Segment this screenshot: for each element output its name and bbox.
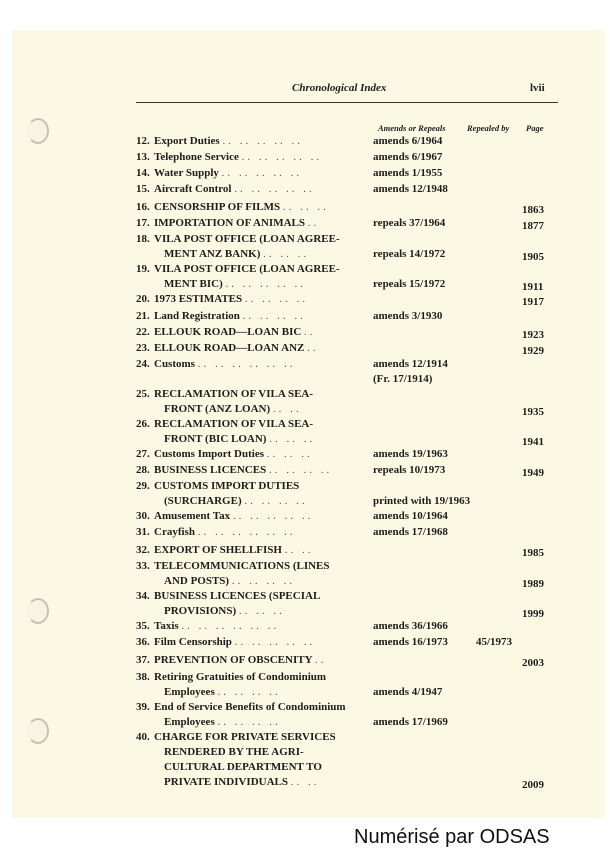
entry-number: 35.	[136, 620, 150, 632]
entry-number: 24.	[136, 358, 150, 370]
amends-or-repeals: amends 36/1966	[373, 620, 448, 632]
entry-title-line: Taxis .. .. .. .. .. ..	[154, 620, 280, 632]
entry-title-line: Amusement Tax .. .. .. .. ..	[154, 510, 314, 522]
amends-or-repeals: amends 3/1930	[373, 310, 443, 322]
watermark: Numérisé par ODSAS	[354, 826, 550, 848]
entry-number: 22.	[136, 326, 150, 338]
dot-leader: .. .. .. .. .. ..	[197, 358, 296, 370]
amends-or-repeals: amends 17/1969	[373, 716, 448, 728]
dot-leader: .. .. .. .. ..	[222, 135, 303, 147]
entry-number: 38.	[136, 671, 150, 683]
amends-or-repeals: amends 10/1964	[373, 510, 448, 522]
entry-title-line: BUSINESS LICENCES (SPECIAL	[154, 590, 321, 602]
dot-leader: ..	[307, 217, 320, 229]
entry-title-line: Crayfish .. .. .. .. .. ..	[154, 526, 296, 538]
entry-number: 29.	[136, 480, 150, 492]
entry-title-line: Land Registration .. .. .. ..	[154, 310, 306, 322]
page-reference: 1877	[522, 220, 544, 232]
repealed-by: 45/1973	[476, 636, 513, 648]
entry-number: 15.	[136, 183, 150, 195]
dot-leader: .. .. .. ..	[217, 686, 281, 698]
column-header-amends: Amends or Repeals	[378, 123, 446, 133]
dot-leader: .. .. ..	[263, 248, 310, 260]
dot-leader: .. .. ..	[238, 605, 285, 617]
entry-number: 20.	[136, 293, 150, 305]
page-reference: 1911	[522, 281, 544, 293]
page-reference: 1923	[522, 329, 544, 341]
dot-leader: ..	[314, 654, 327, 666]
entry-number: 25.	[136, 388, 150, 400]
dot-leader: .. .. .. ..	[217, 716, 281, 728]
entry-number: 28.	[136, 464, 150, 476]
entry-number: 33.	[136, 560, 150, 572]
page-reference: 1989	[522, 578, 544, 590]
entry-number: 16.	[136, 201, 150, 213]
amends-or-repeals: repeals 14/1972	[373, 248, 446, 260]
entry-number: 27.	[136, 448, 150, 460]
entry-number: 34.	[136, 590, 150, 602]
page-reference: 1985	[522, 547, 544, 559]
dot-leader: .. .. .. .. .. ..	[197, 526, 296, 538]
dot-leader: .. .. .. .. .. ..	[181, 620, 280, 632]
amends-or-repeals: printed with 19/1963	[373, 495, 471, 507]
dot-leader: .. .. .. .. ..	[234, 183, 315, 195]
entry-number: 12.	[136, 135, 150, 147]
entry-number: 23.	[136, 342, 150, 354]
entry-number: 13.	[136, 151, 150, 163]
dot-leader: .. .. .. ..	[231, 575, 296, 587]
dot-leader: .. .. ..	[282, 201, 329, 213]
entry-title-line: PREVENTION OF OBSCENITY ..	[154, 654, 327, 666]
entry-number: 26.	[136, 418, 150, 430]
dot-leader: .. .. .. ..	[242, 310, 306, 322]
dot-leader: ..	[307, 342, 319, 354]
entry-number: 30.	[136, 510, 150, 522]
column-header-page: Page	[526, 123, 544, 133]
entry-title-line: BUSINESS LICENCES .. .. .. ..	[154, 464, 333, 476]
dot-leader: .. ..	[290, 776, 320, 788]
entry-title-line: IMPORTATION OF ANIMALS ..	[154, 217, 320, 229]
dot-leader: .. .. .. .. ..	[225, 278, 307, 290]
entry-title-line: CENSORSHIP OF FILMS .. .. ..	[154, 201, 329, 213]
amends-or-repeals: repeals 15/1972	[373, 278, 446, 290]
entry-number: 39.	[136, 701, 150, 713]
entry-number: 37.	[136, 654, 150, 666]
page-reference: 1949	[522, 467, 544, 479]
page-reference: 1917	[522, 296, 544, 308]
page-reference: 1905	[522, 251, 544, 263]
dot-leader: .. .. ..	[269, 433, 316, 445]
dot-leader: .. ..	[272, 403, 302, 415]
dot-leader: .. .. ..	[266, 448, 313, 460]
entry-title-line: TELECOMMUNICATIONS (LINES	[154, 560, 330, 572]
dot-leader: .. ..	[284, 544, 314, 556]
entry-title-line: Aircraft Control .. .. .. .. ..	[154, 183, 315, 195]
entry-title-line: Water Supply .. .. .. .. ..	[154, 167, 303, 179]
amends-or-repeals: amends 12/1914	[373, 358, 448, 370]
page-reference: 1929	[522, 345, 544, 357]
amends-or-repeals: amends 16/1973	[373, 636, 448, 648]
entry-title-line: PROVISIONS) .. .. ..	[164, 605, 285, 617]
dot-leader: .. .. .. ..	[244, 495, 308, 507]
column-header-repealed: Repealed by	[467, 123, 510, 133]
entry-title-line: FRONT (BIC LOAN) .. .. ..	[164, 433, 316, 445]
entry-number: 21.	[136, 310, 150, 322]
dot-leader: .. .. .. .. ..	[241, 151, 323, 163]
amends-or-repeals: amends 12/1948	[373, 183, 448, 195]
entry-title-line: Telephone Service .. .. .. .. ..	[154, 151, 323, 163]
dot-leader: .. .. .. .. ..	[232, 510, 314, 522]
amends-or-repeals: amends 4/1947	[373, 686, 443, 698]
amends-or-repeals: amends 17/1968	[373, 526, 448, 538]
entry-title-line: Customs .. .. .. .. .. ..	[154, 358, 296, 370]
entry-title-line: (SURCHARGE) .. .. .. ..	[164, 495, 308, 507]
entry-title-line: Employees .. .. .. ..	[164, 686, 281, 698]
entry-number: 17.	[136, 217, 150, 229]
dot-leader: ..	[304, 326, 316, 338]
entry-title-line: CHARGE FOR PRIVATE SERVICES	[154, 731, 336, 743]
entry-title-line: Retiring Gratuities of Condominium	[154, 671, 327, 683]
entry-number: 36.	[136, 636, 150, 648]
entry-title-line: MENT ANZ BANK) .. .. ..	[164, 248, 310, 260]
running-title: Chronological Index	[292, 82, 387, 94]
entry-title-line: Customs Import Duties .. .. ..	[154, 448, 313, 460]
page-reference: 2009	[522, 779, 544, 791]
dot-leader: .. .. .. .. ..	[234, 636, 316, 648]
page-reference: 1935	[522, 406, 544, 418]
amends-or-repeals: repeals 37/1964	[373, 217, 446, 229]
entry-number: 19.	[136, 263, 150, 275]
amends-or-repeals: amends 6/1967	[373, 151, 443, 163]
entry-title-line: EXPORT OF SHELLFISH .. ..	[154, 544, 314, 556]
entry-number: 32.	[136, 544, 150, 556]
entry-title-line: ELLOUK ROAD—LOAN BIC ..	[154, 326, 316, 338]
entry-title-line: PRIVATE INDIVIDUALS .. ..	[164, 776, 320, 788]
page-reference: 2003	[522, 657, 544, 669]
entry-title-line: RECLAMATION OF VILA SEA-	[154, 388, 314, 400]
page-reference: 1863	[522, 204, 544, 216]
amends-or-repeals: amends 6/1964	[373, 135, 443, 147]
entry-title-line: CULTURAL DEPARTMENT TO	[164, 761, 322, 773]
entry-title-line: End of Service Benefits of Condominium	[154, 701, 346, 713]
entry-title-line: Employees .. .. .. ..	[164, 716, 281, 728]
entry-title-line: CUSTOMS IMPORT DUTIES	[154, 480, 300, 492]
amends-or-repeals: repeals 10/1973	[373, 464, 446, 476]
entry-title-line: Export Duties .. .. .. .. ..	[154, 135, 303, 147]
entry-title-line: FRONT (ANZ LOAN) .. ..	[164, 403, 302, 415]
entry-title-line: Film Censorship .. .. .. .. ..	[154, 636, 316, 648]
dot-leader: .. .. .. .. ..	[221, 167, 303, 179]
entry-number: 31.	[136, 526, 150, 538]
amends-or-repeals-note: (Fr. 17/1914)	[373, 373, 433, 385]
entry-number: 40.	[136, 731, 150, 743]
amends-or-repeals: amends 1/1955	[373, 167, 443, 179]
entry-title-line: 1973 ESTIMATES .. .. .. ..	[154, 293, 309, 305]
entry-title-line: ELLOUK ROAD—LOAN ANZ ..	[154, 342, 319, 354]
dot-leader: .. .. .. ..	[244, 293, 309, 305]
entry-number: 18.	[136, 233, 150, 245]
entry-title-line: RENDERED BY THE AGRI-	[164, 746, 304, 758]
entry-title-line: VILA POST OFFICE (LOAN AGREE-	[154, 263, 340, 275]
entry-title-line: VILA POST OFFICE (LOAN AGREE-	[154, 233, 340, 245]
page-reference: 1941	[522, 436, 544, 448]
entry-title-line: MENT BIC) .. .. .. .. ..	[164, 278, 307, 290]
dot-leader: .. .. .. ..	[268, 464, 333, 476]
page-reference: 1999	[522, 608, 544, 620]
entry-number: 14.	[136, 167, 150, 179]
entry-title-line: RECLAMATION OF VILA SEA-	[154, 418, 314, 430]
entry-title-line: AND POSTS) .. .. .. ..	[164, 575, 296, 587]
amends-or-repeals: amends 19/1963	[373, 448, 448, 460]
page-number: lvii	[530, 82, 545, 94]
